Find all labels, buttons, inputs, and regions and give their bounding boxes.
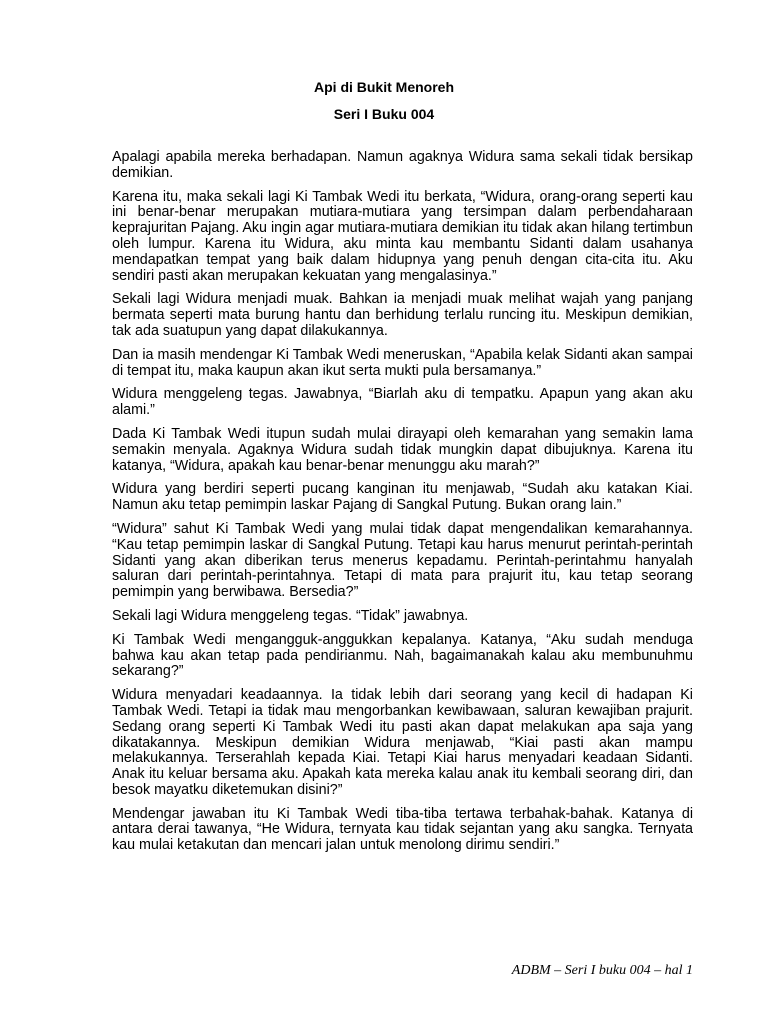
page-footer: ADBM – Seri I buku 004 – hal 1	[511, 963, 693, 978]
paragraph: Widura menggeleng tegas. Jawabnya, “Biarlah aku di tempatku. Apapun yang akan aku alami.”	[112, 386, 693, 419]
paragraph: Dada Ki Tambak Wedi itupun sudah mulai dirayapi oleh kemarahan yang semakin lama semakin menyala. Agaknya Widura sudah tidak mungkin dapat dibujuknya. Karena itu katanya, “Widura, apakah kau benar-benar menunggu aku marah?”	[112, 425, 693, 474]
paragraph: “Widura” sahut Ki Tambak Wedi yang mulai tidak dapat mengendalikan kemarahannya. “Kau tetap pemimpin laskar di Sangkal Putung. Tetapi kau harus menurut perintah-perintah Sidanti yang akan diberikan terus menerus kepadamu. Perintah-perintahmu hanyalah saluran dari perintah-perintahnya. Tetapi di mata para prajurit itu, kau tetap seorang pemimpin yang berwibawa. Bersedia?”	[112, 520, 693, 601]
paragraph: Sekali lagi Widura menggeleng tegas. “Tidak” jawabnya.	[112, 607, 469, 624]
document-title: Api di Bukit Menoreh	[314, 79, 454, 95]
paragraph: Mendengar jawaban itu Ki Tambak Wedi tiba-tiba tertawa terbahak-bahak. Katanya di antara derai tawanya, “He Widura, ternyata kau tidak sejantan yang aku sangka. Ternyata kau mulai ketakutan dan mencari jalan untuk menolong dirimu sendiri.”	[112, 805, 693, 854]
paragraph: Apalagi apabila mereka berhadapan. Namun agaknya Widura sama sekali tidak bersikap demikian.	[112, 149, 693, 181]
paragraph: Widura yang berdiri seperti pucang kanginan itu menjawab, “Sudah aku katakan Kiai. Namun aku tetap pemimpin laskar Pajang di Sangkal Putung. Bukan orang lain.”	[112, 481, 693, 514]
paragraph: Dan ia masih mendengar Ki Tambak Wedi meneruskan, “Apabila kelak Sidanti akan sampai di tempat itu, maka kaupun akan ikut serta mukti pula bersamanya.”	[112, 346, 693, 379]
document-body	[112, 150, 693, 862]
paragraph: Karena itu, maka sekali lagi Ki Tambak Wedi itu berkata, “Widura, orang-orang seperti kau ini benar-benar merupakan mutiara-mutiara yang tersimpan dalam perbendaharaan keprajuritan Pajang. Aku ingin agar mutiara-mutiara demikian itu tidak akan hilang tertimbun oleh lumpur. Karena itu Widura, aku minta kau membantu Sidanti dalam usahanya mendapatkan tempat yang baik dalam hidupnya yang penuh dengan cita-cita itu. Aku sendiri pasti akan merupakan kekuatan yang mengalasinya.”	[112, 188, 693, 284]
paragraph: Sekali lagi Widura menjadi muak. Bahkan ia menjadi muak melihat wajah yang panjang bermata seperti mata burung hantu dan berhidung terlalu runcing itu. Meskipun demikian, tak ada suatupun yang dapat dilakukannya.	[112, 291, 693, 339]
document-subtitle: Seri I Buku 004	[333, 106, 435, 122]
paragraph: Ki Tambak Wedi mengangguk-anggukkan kepalanya. Katanya, “Aku sudah menduga bahwa kau akan tetap pada pendirianmu. Nah, bagaimanakah kalau aku membunuhmu sekarang?”	[112, 631, 693, 680]
document-header	[0, 78, 768, 123]
paragraph: Widura menyadari keadaannya. Ia tidak lebih dari seorang yang kecil di hadapan Ki Tambak Wedi. Tetapi ia tidak mau mengorbankan kewibawaan, saluran kewajiban prajurit. Sedang orang seperti Ki Tambak Wedi itu pasti akan dapat melakukan apa saja yang dikatakannya. Meskipun demikian Widura menjawab, “Kiai pasti akan mampu melakukannya. Terserahlah kepada Kiai. Tetapi Kiai harus menyadari keadaan Sidanti. Anak itu keluar bersama aku. Apakah kata mereka kalau anak itu kembali seorang diri, dan besok mayatku diketemukan disini?”	[112, 687, 693, 798]
